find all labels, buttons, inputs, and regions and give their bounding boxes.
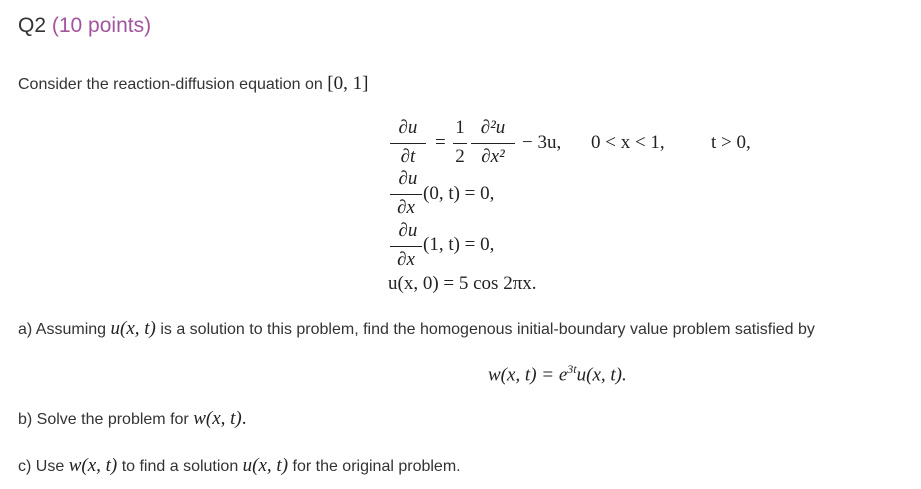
pde-d2-numerator: ∂²u <box>480 117 506 138</box>
part-a-expr: u(x, t) <box>110 318 156 339</box>
bc1-bar <box>390 246 422 247</box>
bc1-numerator: ∂u <box>398 220 418 241</box>
question-title <box>18 14 151 38</box>
part-b-text-pre: b) Solve the problem for <box>18 411 189 428</box>
pde-d2-bar <box>471 143 515 144</box>
pde-d2-denominator: ∂x² <box>481 146 505 167</box>
bc1-denominator: ∂x <box>397 249 415 270</box>
part-b-expr: w(x, t) <box>193 408 242 429</box>
part-b-paragraph <box>18 408 247 430</box>
part-c-text-post: for the original problem. <box>292 458 461 475</box>
part-a-text-post: is a solution to this problem, find the homogenous initial-boundary value problem satisfied by <box>160 321 815 338</box>
pde-coef-bar <box>453 143 467 144</box>
intro-text: Consider the reaction-diffusion equation on <box>18 76 323 93</box>
intro-paragraph <box>18 73 368 95</box>
intro-interval: [0, 1] <box>327 73 369 94</box>
part-b-period: . <box>241 408 247 429</box>
pde-coef-numerator: 1 <box>455 117 465 138</box>
part-c-expr2: u(x, t) <box>242 455 289 476</box>
bc0-rest: (0, t) = 0, <box>423 183 495 204</box>
part-a-display-exponent: 3t <box>567 362 577 376</box>
part-c-text-pre: c) Use <box>18 458 65 475</box>
part-c-text-mid: to find a solution <box>121 458 239 475</box>
part-a-paragraph <box>18 318 815 340</box>
pde-domain: 0 < x < 1, <box>591 132 665 153</box>
pde-time: t > 0, <box>711 132 751 153</box>
bc0-bar <box>390 194 422 195</box>
pde-equals: = <box>435 132 446 153</box>
pde-tail: − 3u, <box>522 132 562 153</box>
part-c-paragraph <box>18 455 461 477</box>
pde-lhs-bar <box>390 143 426 144</box>
bc0-numerator: ∂u <box>398 168 418 189</box>
part-c-expr1: w(x, t) <box>68 455 118 476</box>
question-label: Q2 <box>18 14 47 37</box>
part-a-text-pre: a) Assuming <box>18 321 107 338</box>
bc0-denominator: ∂x <box>397 197 415 218</box>
part-a-display-rhs: u(x, t). <box>576 364 627 386</box>
pde-lhs-denominator: ∂t <box>400 146 416 167</box>
part-a-display-lhs: w(x, t) = e <box>488 364 568 386</box>
initial-condition: u(x, 0) = 5 cos 2πx. <box>388 273 537 294</box>
pde-lhs-numerator: ∂u <box>398 117 418 138</box>
part-a-display-equation <box>488 362 627 386</box>
pde-coef-denominator: 2 <box>455 146 465 167</box>
bc1-rest: (1, t) = 0, <box>423 234 495 255</box>
question-points: (10 points) <box>51 14 152 37</box>
